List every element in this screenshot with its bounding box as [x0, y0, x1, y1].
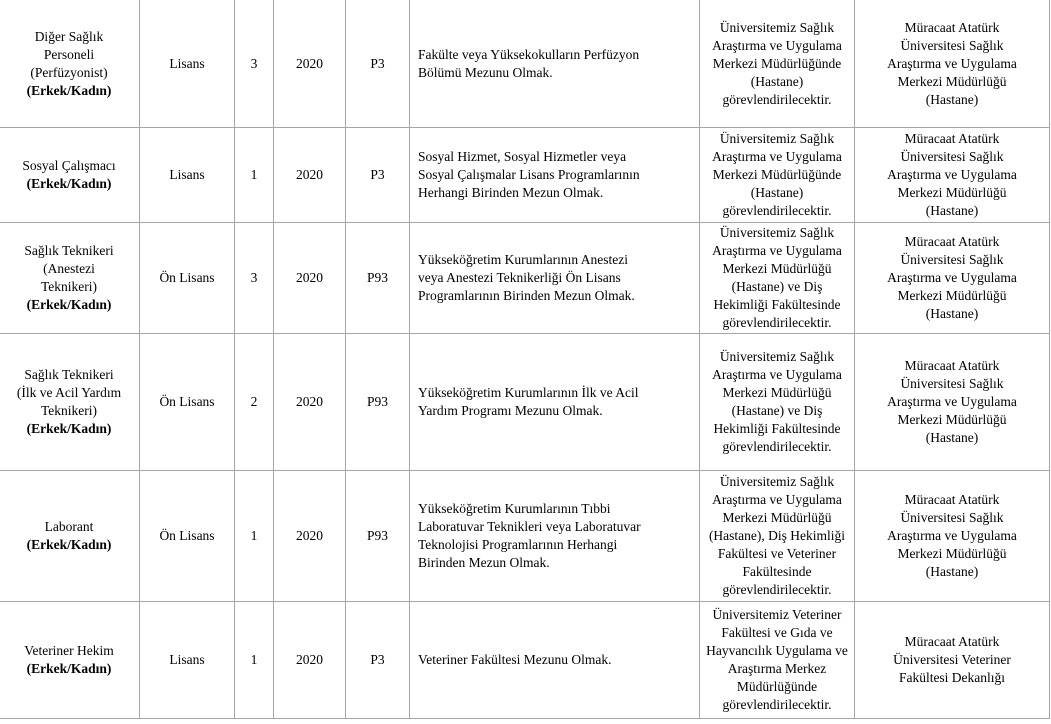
duty-location-line: (Hastane) ve Diş: [731, 403, 823, 418]
application-office: [855, 602, 1050, 719]
duty-location-line: Üniversitemiz Sağlık: [719, 474, 835, 489]
gender-label: (Erkek/Kadın): [26, 82, 112, 98]
application-office-line: Merkezi Müdürlüğü: [897, 185, 1007, 200]
education-level: Ön Lisans: [140, 223, 235, 334]
requirement-text-line: Yardım Programı Mezunu Olmak.: [418, 403, 603, 418]
table-row: [0, 602, 1050, 719]
duty-location-line: Araştırma ve Uygulama: [712, 37, 842, 53]
position-title: [0, 0, 140, 128]
application-office-line: Üniversitesi Sağlık: [900, 252, 1004, 267]
application-office: [855, 0, 1050, 128]
application-office: [855, 471, 1050, 602]
gender-label: (Erkek/Kadın): [26, 421, 112, 436]
application-office-line: Müracaat Atatürk: [904, 634, 1000, 649]
duty-location-line: Fakültesi ve Gıda ve: [721, 625, 833, 640]
application-office-line: Merkezi Müdürlüğü: [897, 412, 1007, 427]
duty-location: [700, 471, 855, 602]
duty-location-line: Araştırma ve Uygulama: [712, 149, 842, 164]
kpss-year: 2020: [274, 334, 346, 471]
application-office-line: (Hastane): [925, 91, 979, 107]
position-title: [0, 128, 140, 223]
gender-label: (Erkek/Kadın): [26, 661, 112, 676]
kpss-year: 2020: [274, 471, 346, 602]
kpss-year: 2020: [274, 0, 346, 128]
application-office-line: Merkezi Müdürlüğü: [897, 288, 1007, 303]
duty-location-line: görevlendirilecektir.: [722, 582, 832, 597]
requirement-text-line: Laboratuvar Teknikleri veya Laboratuvar: [418, 519, 641, 534]
application-office-line: Fakültesi Dekanlığı: [898, 670, 1006, 685]
requirement-text-line: Veteriner Fakültesi Mezunu Olmak.: [418, 652, 612, 667]
position-title-line: Diğer Sağlık: [34, 28, 104, 44]
requirement-text-line: Yükseköğretim Kurumlarının Anestezi: [418, 252, 628, 267]
kpss-score-type: P3: [346, 602, 410, 719]
application-office-line: (Hastane): [925, 203, 979, 218]
requirement-text-line: Birinden Mezun Olmak.: [418, 555, 550, 570]
education-level: Lisans: [140, 0, 235, 128]
duty-location-line: görevlendirilecektir.: [722, 315, 832, 330]
table-row: [0, 334, 1050, 471]
duty-location: [700, 602, 855, 719]
application-office-line: (Hastane): [925, 430, 979, 445]
position-title-line: Teknikeri): [40, 403, 98, 418]
position-title-line: Sağlık Teknikeri: [24, 367, 114, 382]
requirement-text: [410, 0, 700, 128]
application-office-line: Üniversitesi Sağlık: [900, 149, 1004, 164]
position-count: 3: [235, 0, 274, 128]
duty-location-line: Araştırma ve Uygulama: [712, 367, 842, 382]
duty-location-line: (Hastane): [750, 185, 804, 200]
position-count: 1: [235, 602, 274, 719]
position-title: [0, 471, 140, 602]
duty-location-line: Merkezi Müdürlüğü: [722, 385, 832, 400]
duty-location-line: Merkezi Müdürlüğü: [722, 261, 832, 276]
gender-label: (Erkek/Kadın): [26, 537, 112, 552]
duty-location-line: Üniversitemiz Sağlık: [719, 131, 835, 146]
duty-location-line: (Hastane), Diş Hekimliği: [708, 528, 846, 543]
application-office-line: Üniversitesi Sağlık: [900, 510, 1004, 525]
education-level: Ön Lisans: [140, 334, 235, 471]
kpss-year: 2020: [274, 223, 346, 334]
education-level: Ön Lisans: [140, 471, 235, 602]
position-count: 1: [235, 128, 274, 223]
application-office-line: (Hastane): [925, 306, 979, 321]
requirement-text-line: veya Anestezi Teknikerliği Ön Lisans: [418, 270, 621, 285]
kpss-score-type: P93: [346, 471, 410, 602]
duty-location: [700, 223, 855, 334]
application-office-line: Müracaat Atatürk: [904, 234, 1000, 249]
duty-location-line: Fakültesi ve Veteriner: [717, 546, 837, 561]
duty-location: [700, 334, 855, 471]
duty-location-line: Müdürlüğünde: [736, 679, 818, 694]
education-level: Lisans: [140, 128, 235, 223]
duty-location-line: Araştırma Merkez: [727, 661, 827, 676]
kpss-year: 2020: [274, 602, 346, 719]
application-office: [855, 334, 1050, 471]
duty-location-line: Üniversitemiz Sağlık: [719, 349, 835, 364]
application-office-line: Araştırma ve Uygulama: [887, 394, 1017, 409]
requirement-text: [410, 128, 700, 223]
position-title-line: Personeli: [43, 46, 95, 62]
application-office-line: Müracaat Atatürk: [904, 492, 1000, 507]
kpss-year: 2020: [274, 128, 346, 223]
duty-location-line: (Hastane) ve Diş: [731, 279, 823, 294]
position-count: 2: [235, 334, 274, 471]
application-office-line: Merkezi Müdürlüğü: [897, 546, 1007, 561]
position-title-line: Laborant: [44, 519, 94, 534]
application-office-line: Müracaat Atatürk: [904, 131, 1000, 146]
duty-location-line: Araştırma ve Uygulama: [712, 243, 842, 258]
education-level: Lisans: [140, 602, 235, 719]
application-office-line: Araştırma ve Uygulama: [887, 167, 1017, 182]
duty-location-line: Üniversitemiz Sağlık: [719, 225, 835, 240]
position-title-line: Veteriner Hekim: [24, 643, 114, 658]
kpss-score-type: P93: [346, 223, 410, 334]
duty-location-line: görevlendirilecektir.: [722, 439, 832, 454]
requirement-text: [410, 471, 700, 602]
duty-location-line: Üniversitemiz Sağlık: [719, 19, 835, 35]
position-title: [0, 334, 140, 471]
kpss-score-type: P93: [346, 334, 410, 471]
kpss-score-type: P3: [346, 0, 410, 128]
table-row: [0, 0, 1050, 128]
application-office-line: Üniversitesi Sağlık: [900, 37, 1004, 53]
kpss-score-type: P3: [346, 128, 410, 223]
position-title-line: Teknikeri): [40, 279, 98, 294]
duty-location-line: görevlendirilecektir.: [722, 697, 832, 712]
application-office-line: Merkezi Müdürlüğü: [897, 73, 1007, 89]
requirement-text-line: Fakülte veya Yüksekokulların Perfüzyon: [418, 46, 640, 62]
requirement-text-line: Yükseköğretim Kurumlarının Tıbbi: [418, 501, 611, 516]
gender-label: (Erkek/Kadın): [26, 176, 112, 191]
requirement-text-line: Sosyal Çalışmalar Lisans Programlarının: [418, 167, 640, 182]
duty-location-line: Merkezi Müdürlüğü: [722, 510, 832, 525]
requirement-text: [410, 334, 700, 471]
position-title-line: (İlk ve Acil Yardım: [16, 385, 122, 400]
duty-location-line: Merkezi Müdürlüğünde: [712, 167, 842, 182]
position-title-line: (Anestezi: [43, 261, 95, 276]
application-office: [855, 128, 1050, 223]
duty-location-line: Hekimliği Fakültesinde: [713, 297, 841, 312]
requirement-text: [410, 223, 700, 334]
application-office-line: (Hastane): [925, 564, 979, 579]
position-title-line: Sosyal Çalışmacı: [22, 158, 116, 173]
requirement-text-line: Programlarının Birinden Mezun Olmak.: [418, 288, 635, 303]
application-office-line: Müracaat Atatürk: [904, 19, 1000, 35]
application-office-line: Araştırma ve Uygulama: [887, 528, 1017, 543]
position-title: [0, 223, 140, 334]
application-office-line: Araştırma ve Uygulama: [887, 55, 1017, 71]
requirement-text-line: Herhangi Birinden Mezun Olmak.: [418, 185, 604, 200]
duty-location-line: Hekimliği Fakültesinde: [713, 421, 841, 436]
table-row: [0, 223, 1050, 334]
duty-location-line: Araştırma ve Uygulama: [712, 492, 842, 507]
application-office-line: Müracaat Atatürk: [904, 358, 1000, 373]
position-title: [0, 602, 140, 719]
table-row: [0, 471, 1050, 602]
requirement-text: [410, 602, 700, 719]
duty-location-line: görevlendirilecektir.: [722, 203, 832, 218]
application-office: [855, 223, 1050, 334]
position-count: 1: [235, 471, 274, 602]
duty-location: [700, 128, 855, 223]
requirement-text-line: Teknolojisi Programlarının Herhangi: [418, 537, 618, 552]
position-count: 3: [235, 223, 274, 334]
duty-location-line: görevlendirilecektir.: [722, 91, 832, 107]
requirement-text-line: Bölümü Mezunu Olmak.: [418, 64, 553, 80]
duty-location-line: (Hastane): [750, 73, 804, 89]
duty-location-line: Üniversitemiz Veteriner: [712, 607, 842, 622]
table-row: [0, 128, 1050, 223]
duty-location-line: Fakültesinde: [742, 564, 812, 579]
application-office-line: Araştırma ve Uygulama: [887, 270, 1017, 285]
position-title-line: Sağlık Teknikeri: [24, 243, 114, 258]
duty-location-line: Hayvancılık Uygulama ve: [706, 643, 848, 658]
duty-location-line: Merkezi Müdürlüğünde: [712, 55, 842, 71]
duty-location: [700, 0, 855, 128]
application-office-line: Üniversitesi Sağlık: [900, 376, 1004, 391]
requirement-text-line: Sosyal Hizmet, Sosyal Hizmetler veya: [418, 149, 627, 164]
requirement-text-line: Yükseköğretim Kurumlarının İlk ve Acil: [418, 385, 639, 400]
position-title-line: (Perfüzyonist): [30, 64, 108, 80]
application-office-line: Üniversitesi Veteriner: [893, 652, 1011, 667]
gender-label: (Erkek/Kadın): [26, 297, 112, 312]
